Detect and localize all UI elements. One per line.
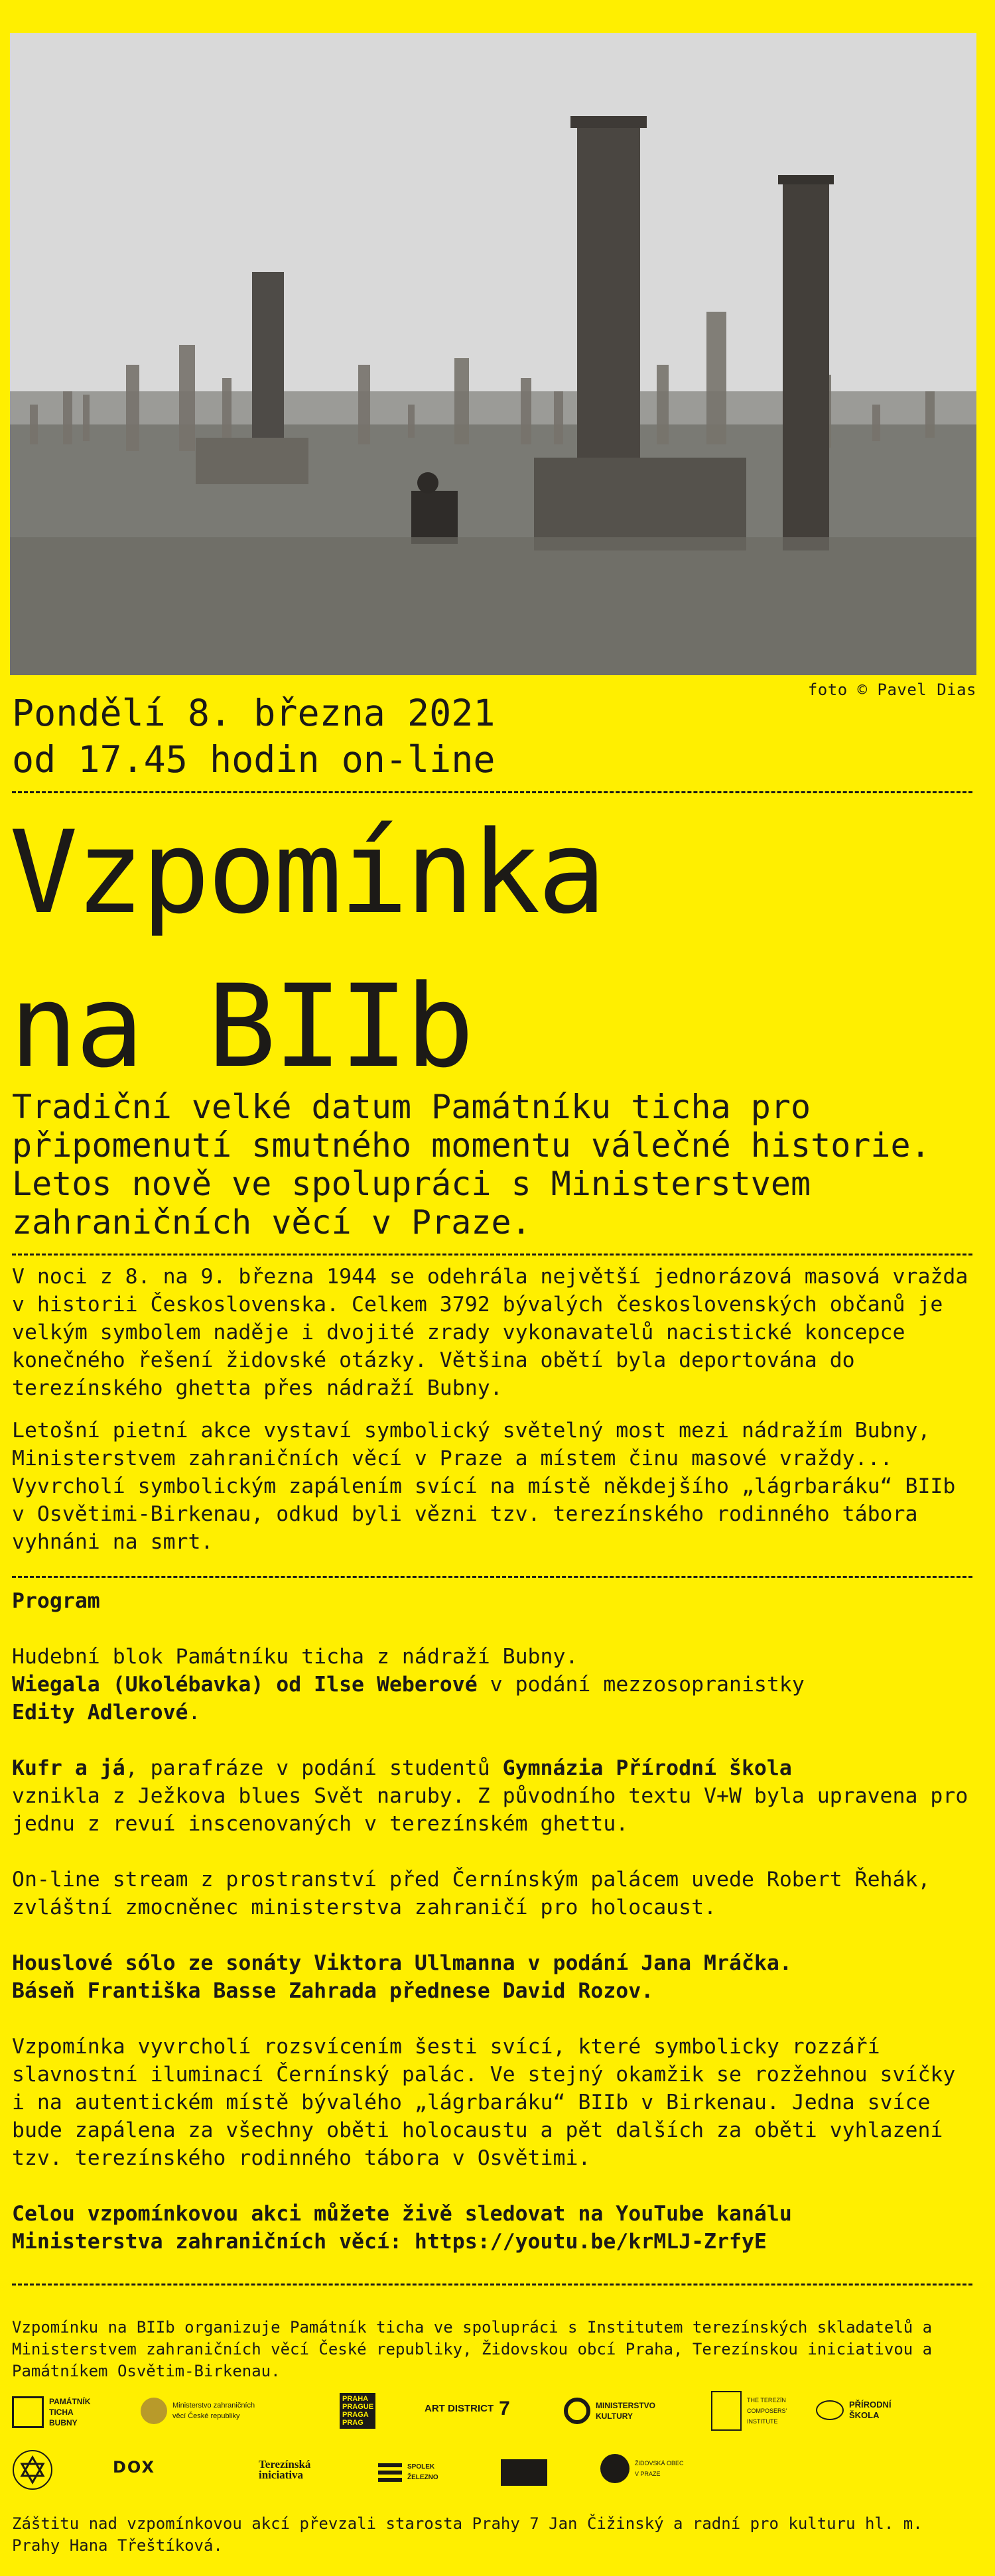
program-violin-line: Houslové sólo ze sonáty Viktora Ullmanna v podání Jana Mráčka. bbox=[12, 1951, 792, 1975]
logo-mzv bbox=[141, 2398, 265, 2424]
zob-logo-icon bbox=[600, 2454, 630, 2483]
logo-label: PAMÁTNÍK TICHA BUBNY bbox=[49, 2397, 91, 2427]
logo-label: ŽIDOVSKÁ OBEC V PRAZE bbox=[635, 2460, 684, 2477]
divider bbox=[12, 1576, 972, 1578]
photo-credit: foto © Pavel Dias bbox=[807, 680, 976, 699]
intro-section bbox=[12, 1263, 974, 1556]
divider bbox=[12, 791, 972, 793]
logo-zob bbox=[600, 2454, 688, 2483]
logo-label: SPOLEK ŽELEZNO bbox=[407, 2463, 438, 2481]
program-block-kufr bbox=[12, 1754, 974, 1838]
logo-label: Ministerstvo zahraničních věcí České republiky bbox=[172, 2402, 255, 2420]
zelezno-logo-icon bbox=[378, 2463, 402, 2482]
logo-pamatnik-ticha bbox=[12, 2396, 102, 2428]
logo-label: MINISTERSTVO KULTURY bbox=[596, 2401, 656, 2421]
program-wiegala: Wiegala (Ukolébavka) od Ilse Weberové bbox=[12, 1673, 478, 1697]
logo-label: PŘÍRODNÍ ŠKOLA bbox=[849, 2400, 892, 2420]
logo-terezinska-iniciativa bbox=[259, 2459, 322, 2480]
program-text: v podání mezzosopranistky bbox=[477, 1673, 805, 1697]
lead-paragraph: Tradiční velké datum Památníku ticha pro připomenutí smutného momentu válečné historie. Letos nově ve spolupráci s Ministerstvem zahraničních věcí v Praze. bbox=[12, 1088, 931, 1242]
divider bbox=[12, 1254, 972, 1256]
logo-label: THE TEREZÍN COMPOSERS' INSTITUTE bbox=[747, 2397, 787, 2425]
program-block-youtube bbox=[12, 2200, 974, 2256]
ptm-logo-icon bbox=[711, 2391, 742, 2431]
youtube-link[interactable]: Ministerstva zahraničních věcí: https://youtu.be/krMLJ-ZrfyE bbox=[12, 2230, 767, 2254]
youtube-line: Celou vzpomínkovou akci můžete živě sledovat na YouTube kanálu bbox=[12, 2202, 792, 2226]
program-text: , parafráze v podání studentů bbox=[125, 1756, 503, 1780]
mzv-emblem-icon bbox=[141, 2398, 167, 2424]
program-adlerova: Edity Adlerové bbox=[12, 1701, 188, 1724]
title-line-2: na BIIb bbox=[9, 960, 472, 1093]
logo-art-district bbox=[425, 2398, 510, 2419]
logo-mk bbox=[564, 2398, 669, 2424]
pamatnik-logo-icon bbox=[12, 2396, 44, 2428]
star-of-david-icon bbox=[12, 2449, 53, 2490]
program-block-music bbox=[12, 1643, 974, 1726]
logo-star-seal bbox=[12, 2449, 53, 2490]
event-date-line: Pondělí 8. března 2021 bbox=[12, 692, 496, 734]
page-title bbox=[9, 796, 604, 1104]
logo-label: PRAHA PRAGUE PRAGA PRAG bbox=[340, 2393, 375, 2429]
divider bbox=[12, 2284, 972, 2286]
patronage-text: Záštitu nad vzpomínkovou akcí převzali starosta Prahy 7 Jan Čižinský a radní pro kulturu hl. m. Prahy Hana Třeštíková. bbox=[12, 2514, 923, 2555]
event-date bbox=[12, 690, 495, 783]
program-kufr-text: vznikla z Ježkova blues Svět naruby. Z původního textu V+W byla upravena pro jednu z revuí inscenovaných v terezínském ghettu. bbox=[12, 1784, 968, 1836]
program-music-line: Hudební blok Památníku ticha z nádraží Bubny. bbox=[12, 1645, 578, 1669]
program-kufr: Kufr a já bbox=[12, 1756, 125, 1780]
prirodni-skola-icon bbox=[816, 2400, 844, 2420]
event-time-line: od 17.45 hodin on-line bbox=[12, 738, 496, 781]
logo-praha bbox=[340, 2393, 375, 2429]
seven-icon: 7 bbox=[499, 2398, 510, 2419]
organizers-text: Vzpomínku na BIIb organizuje Památník ticha ve spolupráci s Institutem terezínských skladatelů a Ministerstvem zahraničních věcí České republiky, Židovskou obcí Praha, Terezínskou iniciativou a Památníkem Osvětim-Birkenau. bbox=[12, 2318, 933, 2380]
book-logo-icon bbox=[501, 2459, 547, 2486]
logo-book bbox=[501, 2459, 547, 2486]
mk-logo-icon bbox=[564, 2398, 590, 2424]
logo-prirodni-skola bbox=[816, 2400, 902, 2421]
hero-photo bbox=[10, 33, 976, 675]
logo-label: Terezínská iniciativa bbox=[259, 2458, 311, 2481]
logo-dox bbox=[113, 2458, 155, 2477]
program-heading: Program bbox=[12, 1589, 100, 1613]
program-block-candles: Vzpomínka vyvrcholí rozsvícením šesti svící, které symbolicky rozzáří slavnostní iluminací Černínský palác. Ve stejný okamžik se rozžehnou svíčky i na autentickém místě bývalého „lágrbaráku“ BIIb v Birkenau. Jedna svíce bude zapálena za všechny oběti holocaustu a pět dalších za oběti vyhlazení tzv. terezínského rodinného tábora v Osvětimi. bbox=[12, 2035, 956, 2170]
intro-paragraph-1: V noci z 8. na 9. března 1944 se odehrála největší jednorázová masová vražda v historii Československa. Celkem 3792 bývalých československých občanů je velkým symbolem naděje i dvojité zrady vykonavatelů nacistické koncepce konečného řešení židovské otázky. Většina obětí byla deportována do terezínského ghetta přes nádraží Bubny. bbox=[12, 1265, 968, 1400]
logo-label: ART DISTRICT bbox=[425, 2403, 494, 2414]
program-poem-line: Báseň Františka Basse Zahrada přednese David Rozov. bbox=[12, 1979, 654, 2003]
intro-paragraph-2: Letošní pietní akce vystaví symbolický světelný most mezi nádražím Bubny, Ministerstvem zahraničních věcí v Praze a místem činu masové vraždy... Vyvrcholí symbolickým zapálením svící na místě někdejšího „lágrbaráku“ BIIb v Osvětimi-Birkenau, odkud byli vězni tzv. terezínského rodinného tábora vyhnáni na smrt. bbox=[12, 1419, 956, 1554]
program-block-stream: On-line stream z prostranství před Černínským palácem uvede Robert Řehák, zvláštní zmocněnec ministerstva zahraničí pro holocaust. bbox=[12, 1868, 931, 1919]
title-line-1: Vzpomínka bbox=[9, 806, 604, 939]
program-section bbox=[12, 1587, 974, 2256]
program-block-violin bbox=[12, 1949, 974, 2005]
birkenau-chimneys-image bbox=[10, 33, 976, 675]
program-gymnazium: Gymnázia Přírodní škola bbox=[502, 1756, 792, 1780]
logo-spolek-zelezno bbox=[378, 2462, 444, 2483]
program-text: . bbox=[188, 1701, 201, 1724]
logo-ptm bbox=[711, 2391, 787, 2431]
logo-label: DOX bbox=[113, 2458, 155, 2477]
